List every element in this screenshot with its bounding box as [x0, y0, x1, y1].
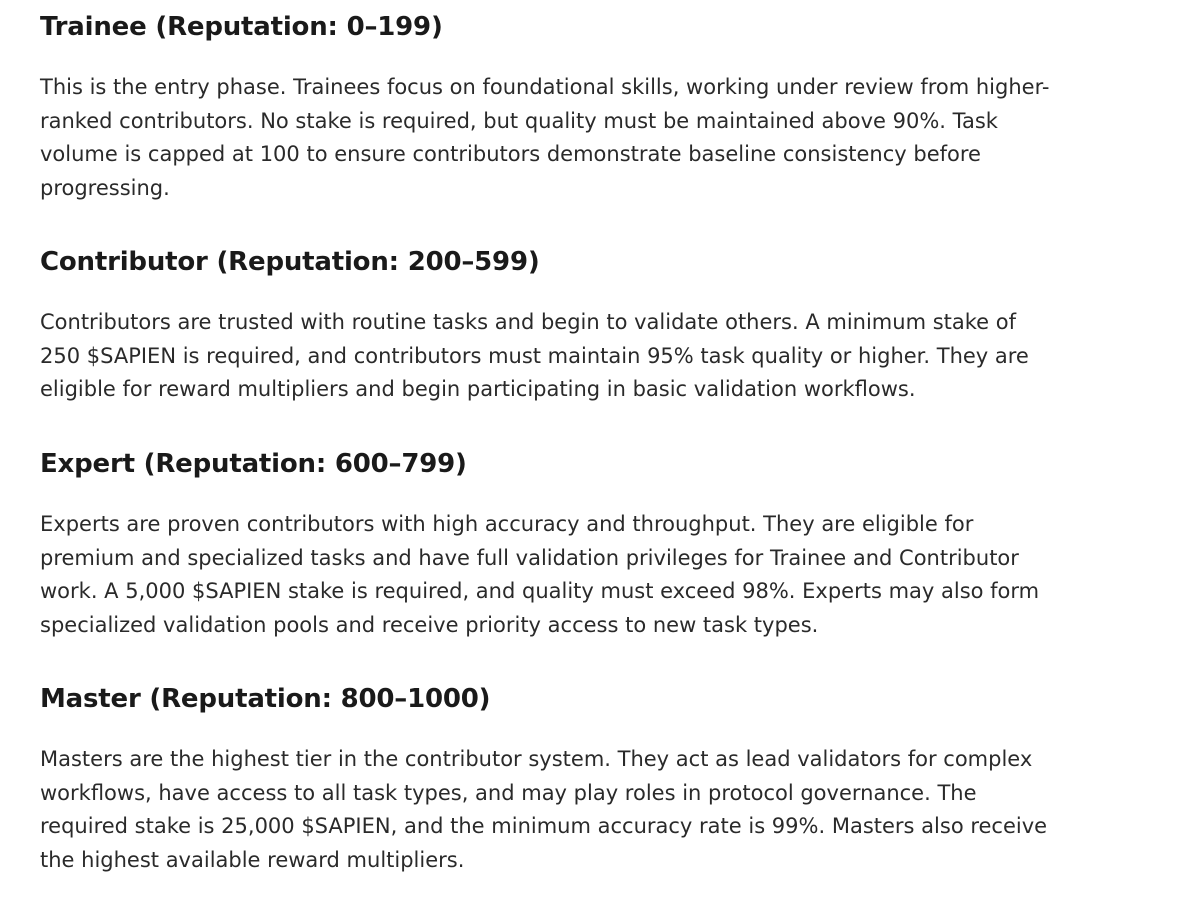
tier-section-expert: [40, 447, 1050, 642]
tier-heading-expert: Expert (Reputation: 600–799): [40, 449, 467, 479]
tier-heading-contributor: Contributor (Reputation: 200–599): [40, 247, 540, 277]
tier-description-contributor: Contributors are trusted with routine tasks and begin to validate others. A minimum stake of 250 $SAPIEN is required, and contributors must maintain 95% task quality or higher. They are eligible for reward multipliers and begin participating in basic validation workflows.: [40, 310, 1029, 402]
tier-section-trainee: [40, 10, 1050, 205]
tier-description-expert: Experts are proven contributors with high accuracy and throughput. They are eligible for premium and specialized tasks and have full validation privileges for Trainee and Contributor work. A 5,000 $SAPIEN stake is required, and quality must exceed 98%. Experts may also form specialized validation pools and receive priority access to new task types.: [40, 512, 1040, 637]
tier-section-contributor: [40, 245, 1050, 407]
tier-description-trainee: This is the entry phase. Trainees focus on foundational skills, working under review from higher-ranked contributors. No stake is required, but quality must be maintained above 90%. Task volume is capped at 100 to ensure contributors demonstrate baseline consistency before progressing.: [40, 75, 1050, 200]
tier-description-master: Masters are the highest tier in the contributor system. They act as lead validators for complex workflows, have access to all task types, and may play roles in protocol governance. The required stake is 25,000 $SAPIEN, and the minimum accuracy rate is 99%. Masters also receive the highest available reward multipliers.: [40, 747, 1048, 872]
tier-heading-master: Master (Reputation: 800–1000): [40, 684, 491, 714]
tier-section-master: [40, 682, 1050, 877]
tier-heading-trainee: Trainee (Reputation: 0–199): [40, 12, 443, 42]
